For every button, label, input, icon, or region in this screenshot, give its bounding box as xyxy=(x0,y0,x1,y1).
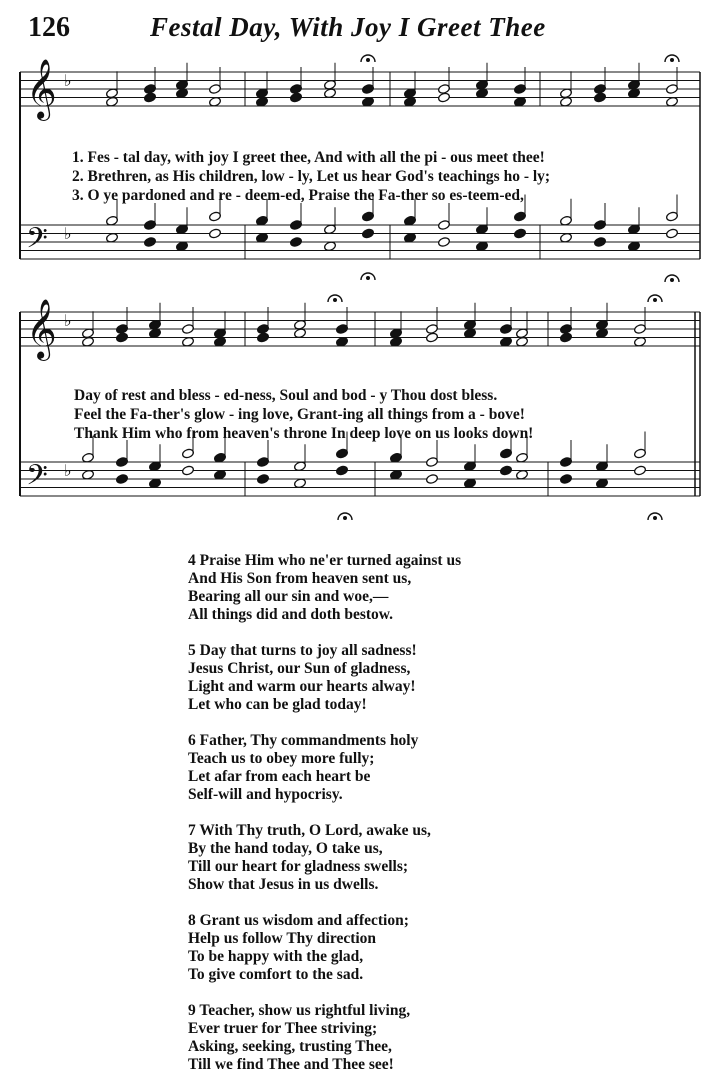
stanza-8 xyxy=(188,912,461,984)
stanza-line: Teach us to obey more fully; xyxy=(188,750,375,767)
additional-stanzas xyxy=(188,552,461,1092)
stanza-4 xyxy=(188,552,461,624)
fermata-dot xyxy=(671,59,674,62)
stanza-line: By the hand today, O take us, xyxy=(188,840,383,857)
note-head xyxy=(209,228,222,239)
fermata-dot xyxy=(367,59,370,62)
lyric-line: 3. O ye pardoned and re - deem-ed, Praise the Fa-ther so es-teem-ed, xyxy=(72,187,524,204)
stanza-line: 8 Grant us wisdom and affection; xyxy=(188,912,409,929)
note-head xyxy=(438,92,451,103)
stanza-line: All things did and doth bestow. xyxy=(188,606,394,623)
stanza-line: Let afar from each heart be xyxy=(188,768,371,785)
lyric-line: Thank Him who from heaven's throne In deep love on us looks down! xyxy=(74,425,534,442)
lyric-line: 1. Fes - tal day, with joy I greet thee, And with all the pi - ous meet thee! xyxy=(72,149,545,166)
system-2-lyrics xyxy=(74,386,533,443)
stanza-line: 5 Day that turns to joy all sadness! xyxy=(188,642,417,659)
note-heads xyxy=(82,55,679,520)
fermata-dot xyxy=(654,299,657,302)
stanza-line: To be happy with the glad, xyxy=(188,948,364,965)
stanza-line: Bearing all our sin and woe,— xyxy=(188,588,389,605)
fermata-dot xyxy=(344,517,347,520)
note-head xyxy=(426,332,439,343)
clefs-and-signatures xyxy=(26,59,72,499)
stanza-9 xyxy=(188,1002,461,1074)
stanza-line: Show that Jesus in us dwells. xyxy=(188,876,379,893)
lyric-line: Day of rest and bless - ed-ness, Soul and bod - y Thou dost bless. xyxy=(74,387,498,404)
hymn-number: 126 xyxy=(28,12,70,43)
stanza-line: Till we find Thee and Thee see! xyxy=(188,1056,394,1073)
treble-clef-icon: 𝄞 xyxy=(26,299,57,359)
stanza-line: Ever truer for Thee striving; xyxy=(188,1020,378,1037)
lyric-line: 2. Brethren, as His children, low - ly, Let us hear God's teachings ho - ly; xyxy=(72,168,551,185)
note-head xyxy=(514,228,527,239)
flat-icon: ♭ xyxy=(64,311,72,330)
treble-clef-icon: 𝄞 xyxy=(26,59,57,119)
stanza-line: Help us follow Thy direction xyxy=(188,930,377,947)
note-head xyxy=(144,237,157,248)
stanza-line: And His Son from heaven sent us, xyxy=(188,570,412,587)
stanza-line: Light and warm our hearts alway! xyxy=(188,678,416,695)
music-score xyxy=(0,0,725,540)
note-head xyxy=(594,92,607,103)
note-head xyxy=(144,92,157,103)
stanza-line: 7 With Thy truth, O Lord, awake us, xyxy=(188,822,431,839)
flat-icon: ♭ xyxy=(64,224,72,243)
note-head xyxy=(666,228,679,239)
stanza-line: 4 Praise Him who ne'er turned against us xyxy=(188,552,462,569)
note-head xyxy=(500,465,513,476)
hymn-title: Festal Day, With Joy I Greet Thee xyxy=(150,12,546,42)
flat-icon: ♭ xyxy=(64,71,72,90)
fermata-dot xyxy=(334,299,337,302)
lyric-line: Feel the Fa-ther's glow - ing love, Grant-ing all things from a - bove! xyxy=(74,406,525,423)
system-1-lyrics xyxy=(72,148,550,205)
fermata-dot xyxy=(671,279,674,282)
note-head xyxy=(257,332,270,343)
note-head xyxy=(116,332,129,343)
note-head xyxy=(362,228,375,239)
note-head xyxy=(336,465,349,476)
fermata-dot xyxy=(367,277,370,280)
stanza-line: Jesus Christ, our Sun of gladness, xyxy=(188,660,411,677)
fermata-dot xyxy=(654,517,657,520)
stanza-6 xyxy=(188,732,461,804)
note-head xyxy=(257,474,270,485)
note-head xyxy=(594,237,607,248)
stanza-line: To give comfort to the sad. xyxy=(188,966,364,983)
note-head xyxy=(426,474,439,485)
stanza-5 xyxy=(188,642,461,714)
note-head xyxy=(634,465,647,476)
note-head xyxy=(182,465,195,476)
note-head xyxy=(438,237,451,248)
stanza-line: Till our heart for gladness swells; xyxy=(188,858,409,875)
flat-icon: ♭ xyxy=(64,461,72,480)
note-head xyxy=(560,474,573,485)
note-head xyxy=(560,332,573,343)
note-head xyxy=(290,237,303,248)
note-head xyxy=(116,474,129,485)
note-head xyxy=(290,92,303,103)
stanza-line: Let who can be glad today! xyxy=(188,696,367,713)
stanza-7 xyxy=(188,822,461,894)
bass-clef-icon: 𝄢 xyxy=(26,222,48,262)
stanza-line: Asking, seeking, trusting Thee, xyxy=(188,1038,392,1055)
bass-clef-icon: 𝄢 xyxy=(26,459,48,499)
stanza-line: 9 Teacher, show us rightful living, xyxy=(188,1002,411,1019)
stanza-line: Self-will and hypocrisy. xyxy=(188,786,343,803)
stanza-line: 6 Father, Thy commandments holy xyxy=(188,732,419,749)
